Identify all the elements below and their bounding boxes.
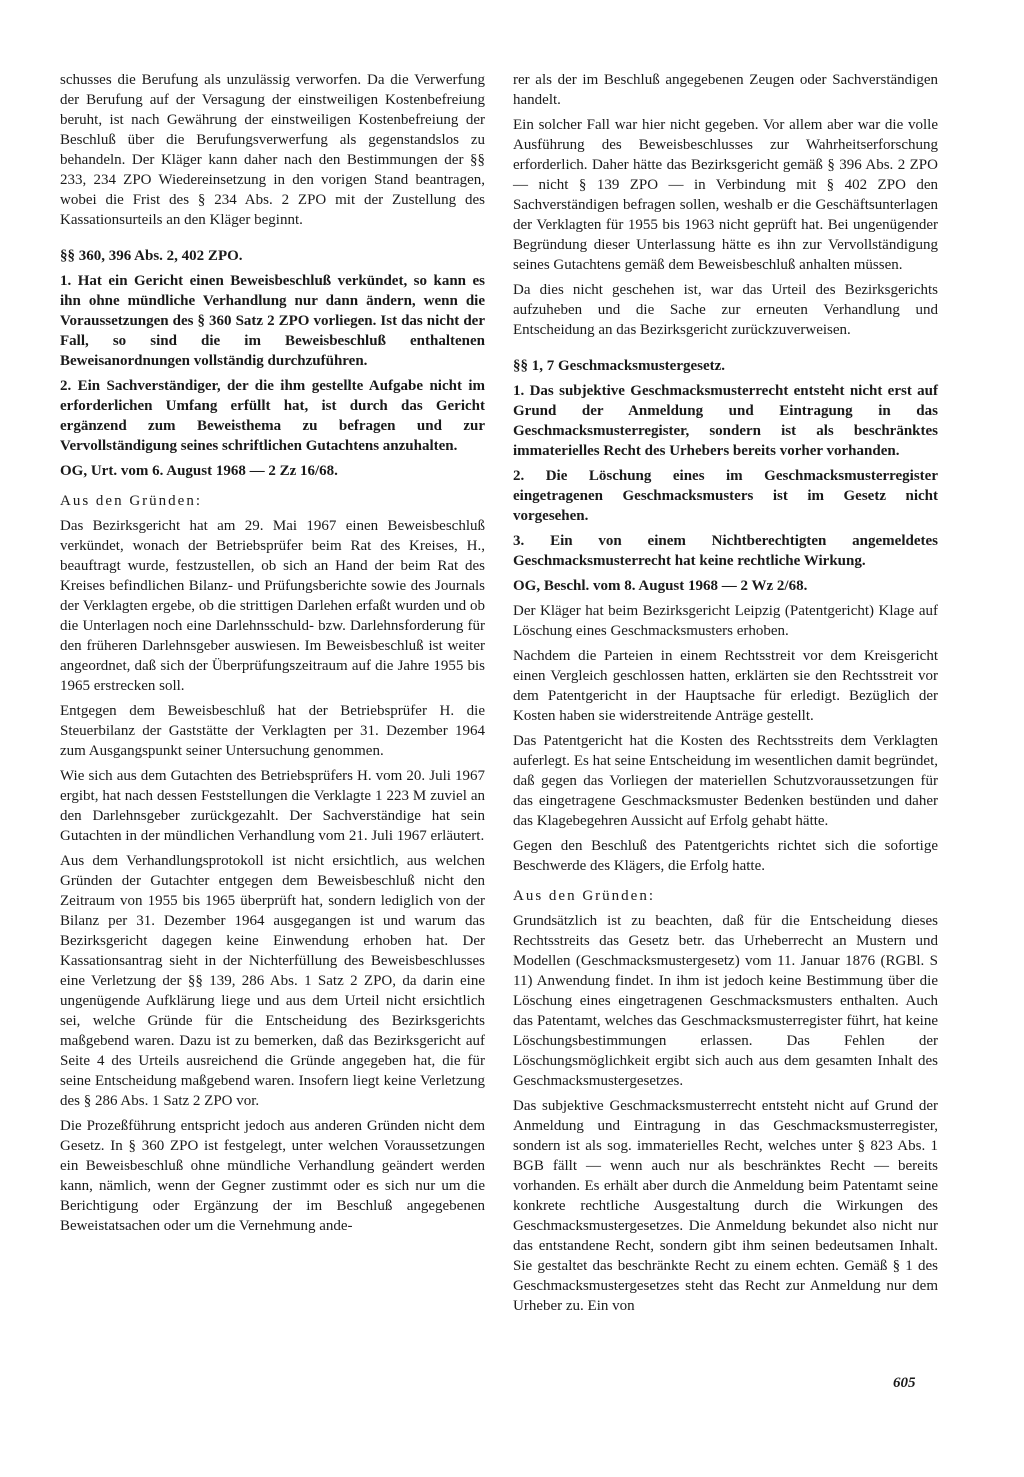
body-paragraph: Nachdem die Parteien in einem Rechtsstreit vor dem Kreisgericht einen Vergleich geschlossen hatten, erklärten sie den Rechtsstreit vor dem Patentgericht in der Hauptsache für erledigt. Bezüglich der Kosten haben sie widerstreitende Anträge gestellt.	[513, 648, 938, 724]
intro-paragraph: schusses die Berufung als unzulässig verworfen. Da die Verwerfung der Berufung auf der Versagung der einstweiligen Kostenbefreiung beruht, ist nach Gewährung der einstweiligen Kostenbefreiung der Beschluß über die Berufungsverwerfung als gegenstandslos zu behandeln. Der Kläger kann daher nach den Bestimmungen der §§ 233, 234 ZPO Wiedereinsetzung in den vorigen Stand beantragen, wobei die Frist des § 234 Abs. 2 ZPO mit der Zustellung des Kassationsurteils an den Kläger beginnt.	[60, 72, 485, 228]
case-header: §§ 1, 7 Geschmacksmustergesetz.	[513, 358, 726, 374]
body-paragraph: Gegen den Beschluß des Patentgerichts richtet sich die sofortige Beschwerde des Klägers, die Erfolg hatte.	[513, 838, 938, 874]
left-column	[60, 70, 485, 1241]
body-paragraph: rer als der im Beschluß angegebenen Zeugen oder Sachverständigen handelt.	[513, 72, 938, 108]
body-paragraph: Der Kläger hat beim Bezirksgericht Leipzig (Patentgericht) Klage auf Löschung eines Geschmacksmusters erhoben.	[513, 603, 938, 639]
body-paragraph: Die Prozeßführung entspricht jedoch aus anderen Gründen nicht dem Gesetz. In § 360 ZPO ist festgelegt, unter welchen Voraussetzungen ein Beweisbeschluß ohne mündliche Verhandlung geändert werden kann, nämlich, wenn der Gegner zustimmt oder es sich nur um die Berichtigung oder Ergänzung der im Beschluß angegebenen Beweistatsachen oder um die Vernehmung ande-	[60, 1118, 485, 1234]
guiding-principle-1: 1. Das subjektive Geschmacksmusterrecht entsteht nicht erst auf Grund der Anmeldung und Eintragung in das Geschmacksmusterregister, sondern ist als beschränktes immaterielles Recht des Urhebers bereits vorher vorhanden.	[513, 383, 938, 459]
body-paragraph: Das subjektive Geschmacksmusterrecht entsteht nicht auf Grund der Anmeldung und Eintragung in das Geschmacksmusterregister, sondern ist als sog. immaterielles Recht, welches unter § 823 Abs. 1 BGB fällt — wenn auch nur als beschränktes Recht — bereits vorhanden. Es erhält aber durch die Anmeldung beim Patentamt seine konkrete rechtliche Ausgestaltung durch die Wirkungen des Geschmacksmustergesetzes. Die Anmeldung bekundet also nicht nur das entstandene Recht, sondern gibt ihm seinen bedeutsamen Inhalt. Sie gestaltet das beschränkte Recht zu einem echten. Gemäß § 1 des Geschmacksmustergesetzes steht das Recht zur Anmeldung nur dem Urheber zu. Ein von	[513, 1098, 938, 1314]
body-paragraph: Wie sich aus dem Gutachten des Betriebsprüfers H. vom 20. Juli 1967 ergibt, hat nach dessen Feststellungen die Verklagte 1 223 M zuviel an den Darlehnsgeber zurückgezahlt. Der Sachverständige hat sein Gutachten in der mündlichen Verhandlung vom 21. Juli 1967 erläutert.	[60, 768, 485, 844]
guiding-principle-3: 3. Ein von einem Nichtberechtigten angemeldetes Geschmacksmusterrecht hat keine rechtliche Wirkung.	[513, 533, 938, 569]
reasons-heading: Aus den Gründen:	[513, 888, 655, 904]
right-column	[513, 70, 938, 1321]
case-header: §§ 360, 396 Abs. 2, 402 ZPO.	[60, 248, 243, 264]
body-paragraph: Ein solcher Fall war hier nicht gegeben. Vor allem aber war die volle Ausführung des Beweisbeschlusses zur Wahrheitserforschung erforderlich. Daher hätte das Bezirksgericht gemäß § 396 Abs. 2 ZPO — nicht § 139 ZPO — in Verbindung mit § 402 ZPO den Sachverständigen befragen sollen, weshalb er die Geschäftsunterlagen der Verklagten für 1955 bis 1963 nicht geprüft hat. Bei ungenügender Begründung dieser Unterlassung hätte es ihn zur Vervollständigung seines Gutachtens gemäß dem Beweisbeschluß anhalten müssen.	[513, 117, 938, 273]
body-paragraph: Grundsätzlich ist zu beachten, daß für die Entscheidung dieses Rechtsstreits das Gesetz betr. das Urheberrecht an Mustern und Modellen (Geschmacksmustergesetz) vom 11. Januar 1876 (RGBl. S 11) Anwendung findet. In ihm ist jedoch keine Bestimmung über die Löschung eines eingetragenen Geschmacksmusters enthalten. Auch das Patentamt, welches das Geschmacksmusterregister führt, hat keine Löschungsbestimmungen erlassen. Das Fehlen der Löschungsmöglichkeit ergibt sich auch aus dem gesamten Inhalt des Geschmacksmustergesetzes.	[513, 913, 938, 1089]
body-paragraph: Das Bezirksgericht hat am 29. Mai 1967 einen Beweisbeschluß verkündet, wonach der Betriebsprüfer beim Rat des Kreises, H., beauftragt wurde, festzustellen, ob sich an Hand der beim Rat des Kreises befindlichen Bilanz- und Prüfungsberichte sowie des Journals der Verklagten ergebe, ob die strittigen Darlehen erfaßt wurden und ob die Unterlagen noch eine Darlehnsschuld- bzw. Darlehnsforderung für den früheren Darlehnsgeber auswiesen. Im Beweisbeschluß ist weiter angeordnet, daß sich der Überprüfungszeitraum auf die Jahre 1955 bis 1965 erstrecken soll.	[60, 518, 485, 694]
guiding-principle-1: 1. Hat ein Gericht einen Beweisbeschluß verkündet, so kann es ihn ohne mündliche Verhandlung nur dann ändern, wenn die Voraussetzungen des § 360 Satz 2 ZPO vorliegen. Ist das nicht der Fall, so sind die im Beweisbeschluß enthaltenen Beweisanordnungen vollständig durchzuführen.	[60, 273, 485, 369]
reasons-heading: Aus den Gründen:	[60, 493, 202, 509]
body-paragraph: Das Patentgericht hat die Kosten des Rechtsstreits dem Verklagten auferlegt. Es hat seine Entscheidung im wesentlichen damit begründet, daß gegen das Vorliegen der materiellen Schutzvoraussetzungen für das eingetragene Geschmacksmuster Bedenken bestünden und daher das Klagebegehren Aussicht auf Erfolg gehabt hätte.	[513, 733, 938, 829]
page-number: 605	[893, 1375, 916, 1391]
body-paragraph: Aus dem Verhandlungsprotokoll ist nicht ersichtlich, aus welchen Gründen der Gutachter entgegen dem Beweisbeschluß nicht den Zeitraum von 1955 bis 1965 überprüft hat, sondern lediglich von der Bilanz per 31. Dezember 1964 ausgegangen ist und warum das Bezirksgericht dagegen keine Einwendung erhoben hat. Der Kassationsantrag sieht in der Nichterfüllung des Beweisbeschlusses eine Verletzung der §§ 139, 286 Abs. 1 Satz 2 ZPO, da darin eine ungenügende Aufklärung liege und aus dem Urteil nicht ersichtlich sei, welche Gründe für die Entscheidung des Bezirksgerichts maßgebend waren. Dazu ist zu bemerken, daß das Bezirksgericht auf Seite 4 des Urteils ausreichend die Gründe angegeben hat, die für seine Entscheidung maßgebend waren. Insofern liegt keine Verletzung des § 286 Abs. 1 Satz 2 ZPO vor.	[60, 853, 485, 1109]
body-paragraph: Entgegen dem Beweisbeschluß hat der Betriebsprüfer H. die Steuerbilanz der Gaststätte der Verklagten per 31. Dezember 1964 zum Ausgangspunkt seiner Untersuchung genommen.	[60, 703, 485, 759]
case-citation: OG, Urt. vom 6. August 1968 — 2 Zz 16/68.	[60, 463, 338, 479]
case-citation: OG, Beschl. vom 8. August 1968 — 2 Wz 2/68.	[513, 578, 808, 594]
guiding-principle-2: 2. Die Löschung eines im Geschmacksmusterregister eingetragenen Geschmacksmusters ist im Gesetz nicht vorgesehen.	[513, 468, 938, 524]
guiding-principle-2: 2. Ein Sachverständiger, der die ihm gestellte Aufgabe nicht im erforderlichen Umfang erfüllt hat, ist durch das Gericht ergänzend zum Beweisthema zu befragen und zur Vervollständigung seines schriftlichen Gutachtens anzuhalten.	[60, 378, 485, 454]
body-paragraph: Da dies nicht geschehen ist, war das Urteil des Bezirksgerichts aufzuheben und die Sache zur erneuten Verhandlung und Entscheidung an das Bezirksgericht zurückzuverweisen.	[513, 282, 938, 338]
